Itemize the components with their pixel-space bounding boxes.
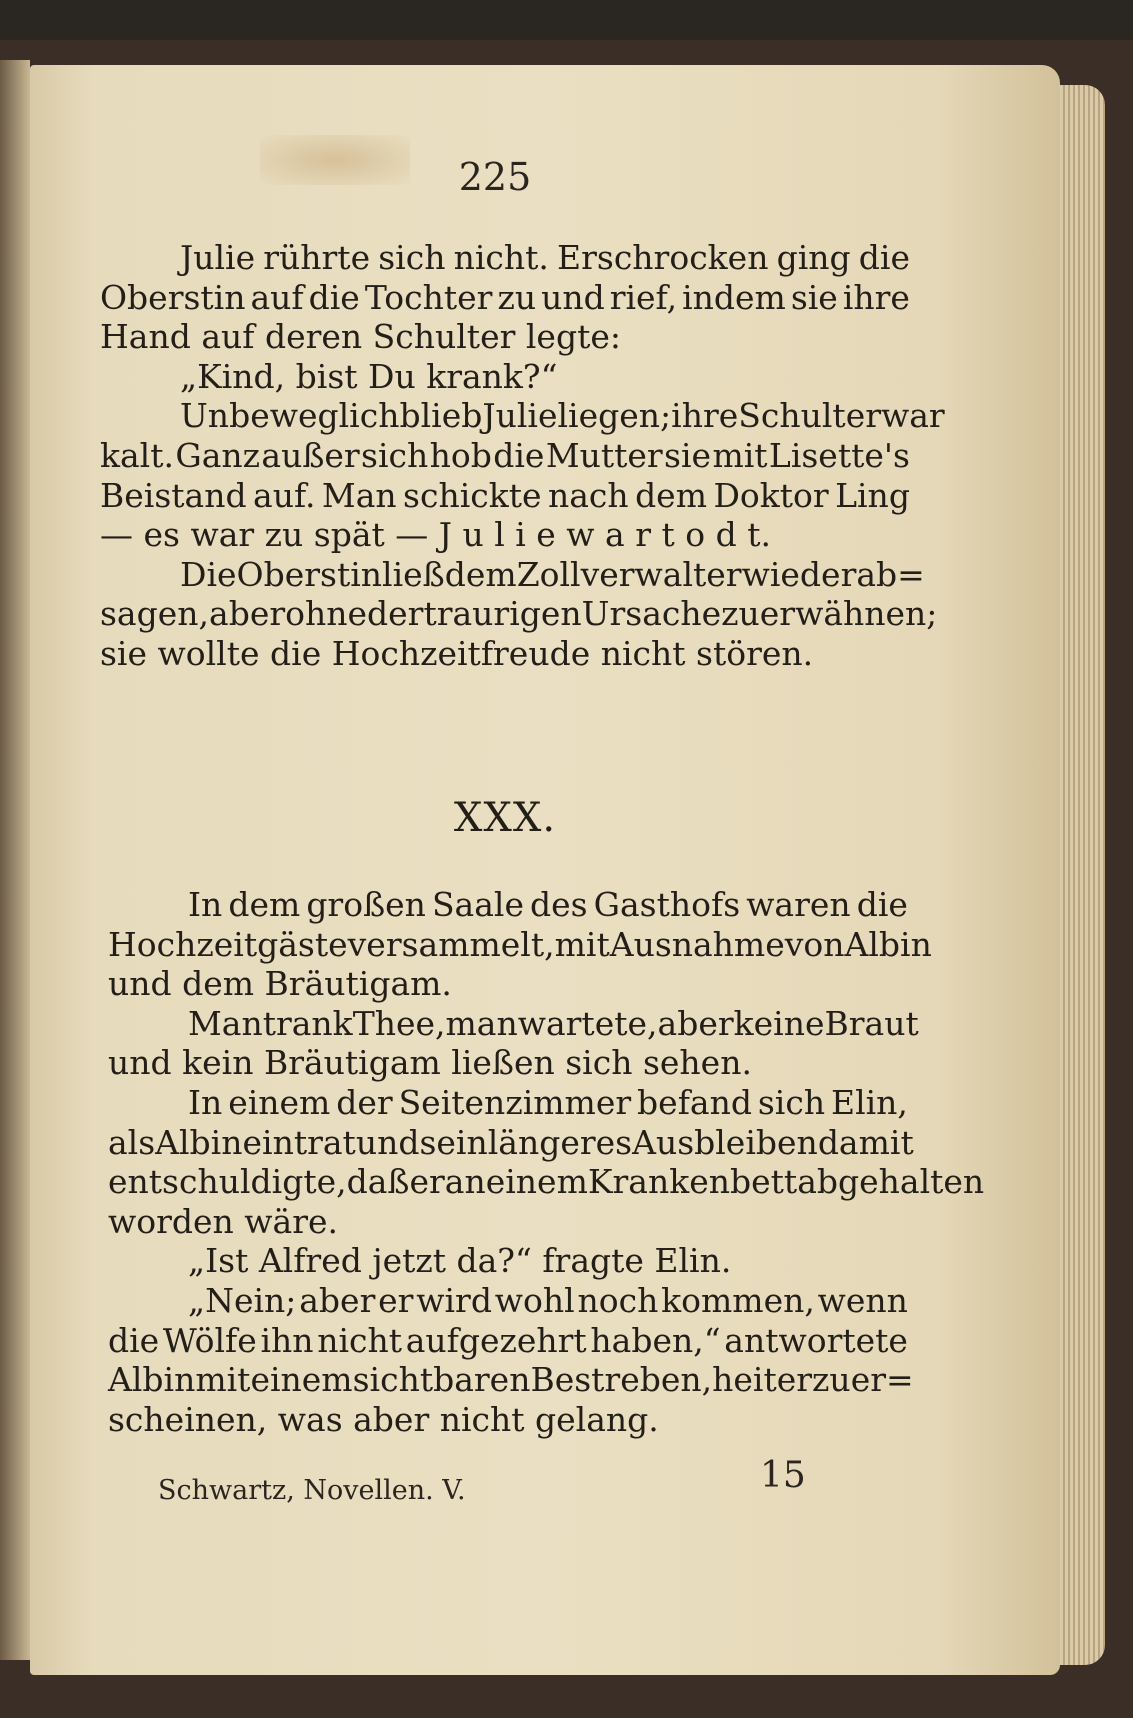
- text-line: als Albin eintrat und sein längeres Ausbleiben damit: [108, 1122, 914, 1162]
- text-line: Albin mit einem sichtbaren Bestreben, heiter zu er=: [108, 1360, 914, 1400]
- chapter-heading: XXX.: [453, 795, 557, 841]
- text-line: „Ist Alfred jetzt da?“ fragte Elin.: [188, 1241, 732, 1281]
- text-block-chapter-xxx: [108, 885, 985, 1439]
- text-line: entschuldigte, daß er an einem Krankenbett abgehalten: [108, 1162, 985, 1202]
- text-line: In dem großen Saale des Gasthofs waren die: [188, 885, 908, 924]
- text-line: sagen, aber ohne der traurigen Ursache zu erwähnen;: [100, 594, 938, 634]
- text-line: Hand auf deren Schulter legte:: [100, 317, 621, 357]
- text-line: „Kind, bist Du krank?“: [180, 356, 558, 396]
- text-line: Die Oberstin ließ dem Zollverwalter wieder ab=: [180, 554, 925, 594]
- text-line: und kein Bräutigam ließen sich sehen.: [108, 1043, 752, 1083]
- page-number: 225: [458, 155, 532, 199]
- text-line: und dem Bräutigam.: [108, 964, 452, 1004]
- sheet-number: 15: [760, 1455, 806, 1496]
- paper-stain: [260, 135, 410, 185]
- text-line: — es war zu spät — J u l i e w a r t o d t.: [100, 515, 771, 555]
- page-stack-edges: [1055, 85, 1105, 1665]
- text-line: Man trank Thee, man wartete, aber keine Braut: [188, 1003, 919, 1043]
- text-line: „Nein; aber er wird wohl noch kommen, wenn: [188, 1280, 908, 1320]
- signature-line: Schwartz, Novellen. V.: [158, 1475, 466, 1506]
- text-line: Julie rührte sich nicht. Erschrocken ging die: [180, 238, 910, 277]
- text-line: sie wollte die Hochzeitfreude nicht stören.: [100, 633, 814, 673]
- text-line: Oberstin auf die Tochter zu und rief, indem sie ihre: [100, 277, 910, 317]
- text-line: Hochzeitgäste versammelt, mit Ausnahme von Albin: [108, 924, 932, 964]
- text-line: In einem der Seitenzimmer befand sich Elin,: [188, 1082, 908, 1122]
- text-line: die Wölfe ihn nicht aufgezehrt haben,“ antwortete: [108, 1320, 908, 1360]
- text-line: worden wäre.: [108, 1201, 339, 1241]
- text-line: Unbeweglich blieb Julie liegen; ihre Schulter war: [180, 396, 945, 436]
- left-page-edge: [0, 60, 30, 1660]
- text-block-before-chapter: [100, 238, 945, 674]
- text-line: kalt. Ganz außer sich hob die Mutter sie mit Lisette's: [100, 435, 910, 475]
- text-line: Beistand auf. Man schickte nach dem Doktor Ling: [100, 475, 910, 515]
- text-line: scheinen, was aber nicht gelang.: [108, 1399, 659, 1439]
